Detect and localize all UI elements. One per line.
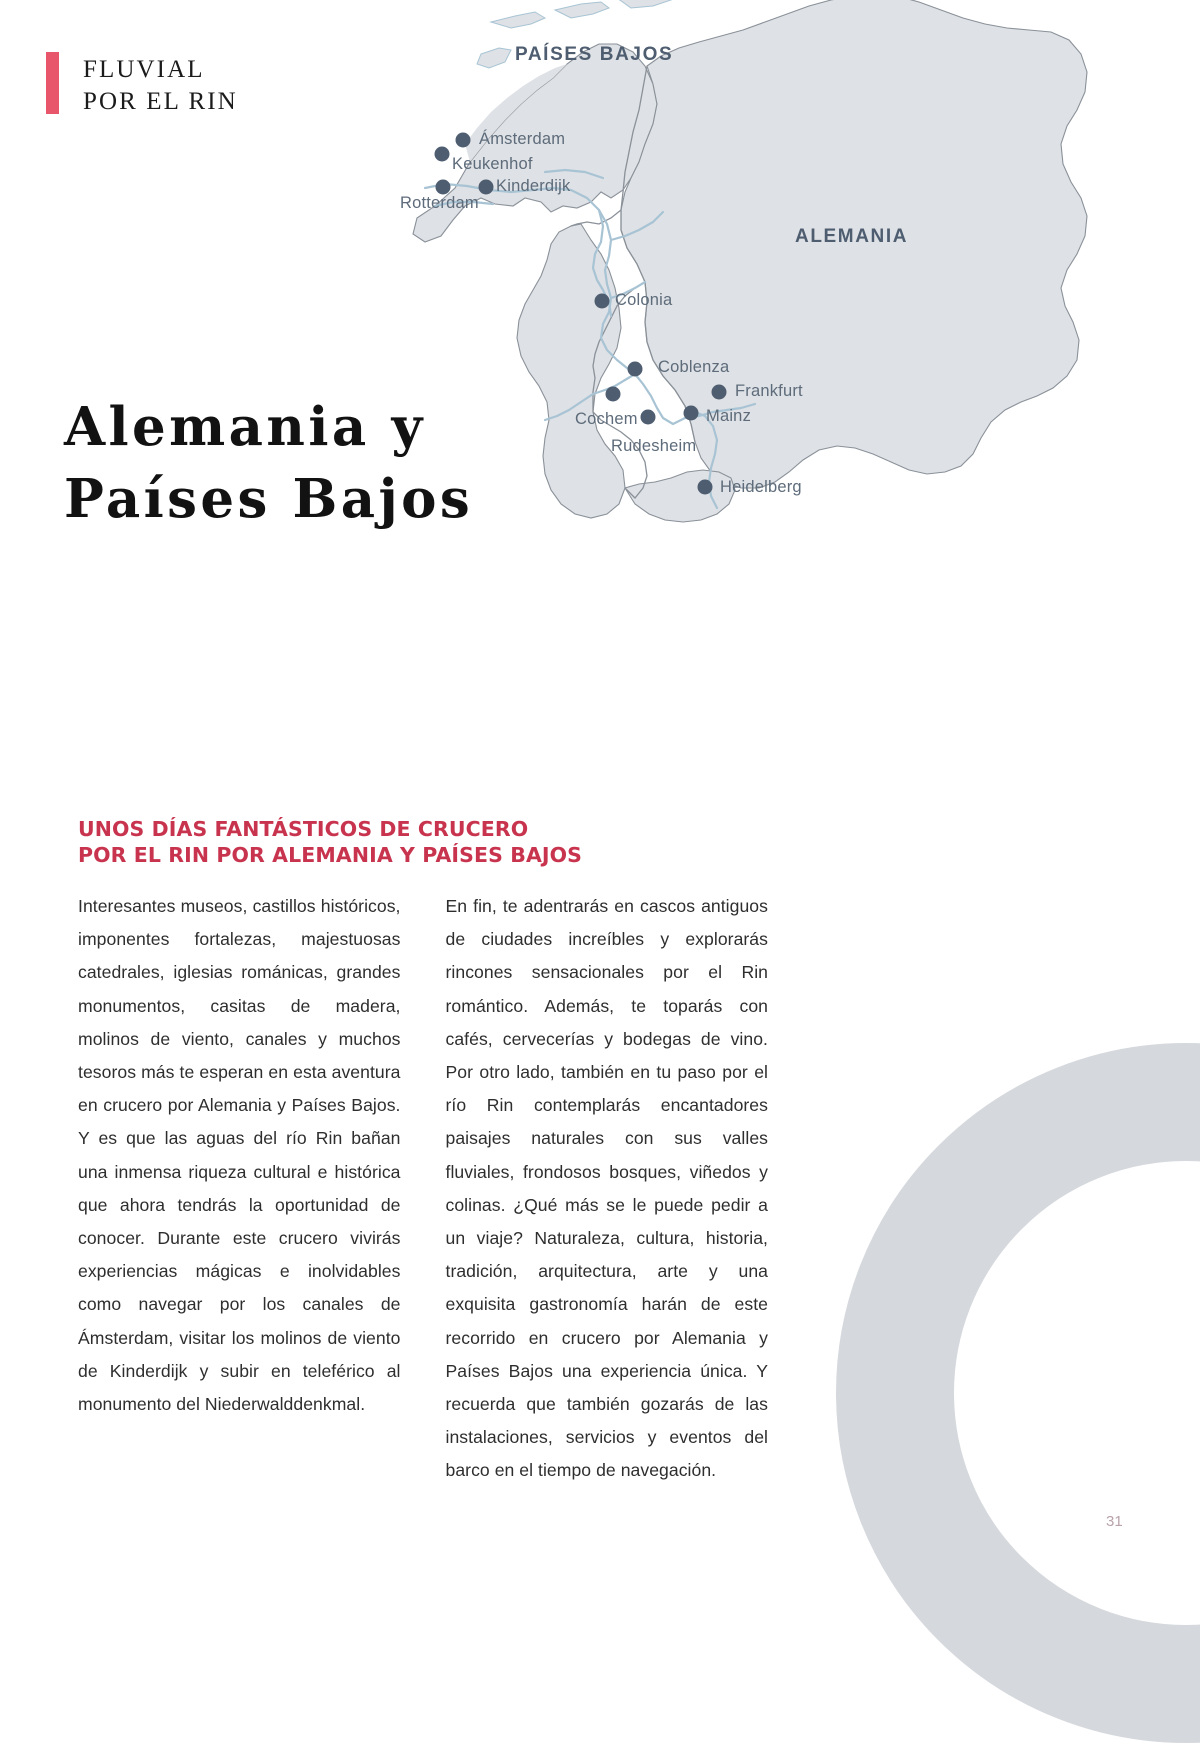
- kicker-line-2: POR EL RIN: [83, 88, 238, 115]
- city-label-rudesheim: Rudesheim: [611, 437, 697, 455]
- page-title-line-1: Alemania y: [64, 395, 426, 458]
- city-label-rotterdam: Rotterdam: [400, 194, 479, 212]
- city-label-keukenhof: Keukenhof: [452, 155, 533, 173]
- section-heading: [78, 816, 768, 868]
- column-right: [446, 890, 769, 1488]
- page-title-line-2: Países Bajos: [64, 467, 474, 530]
- column-left: [78, 890, 401, 1488]
- route-map: [395, 0, 1200, 632]
- city-label-coblenza: Coblenza: [658, 358, 730, 376]
- city-label-colonia: Colonia: [615, 291, 673, 309]
- city-label-frankfurt: Frankfurt: [735, 382, 803, 400]
- country-label-netherlands: PAÍSES BAJOS: [515, 44, 674, 65]
- decorative-ring: [836, 1043, 1200, 1743]
- accent-bar: [46, 52, 59, 114]
- city-label-kinderdijk: Kinderdijk: [496, 177, 571, 195]
- city-label-mainz: Mainz: [706, 407, 752, 425]
- city-label-amsterdam: Ámsterdam: [479, 130, 566, 148]
- map-landmasses: [413, 0, 1087, 522]
- section-heading-line-2: POR EL RIN POR ALEMANIA Y PAÍSES BAJOS: [78, 843, 583, 867]
- text-columns: [78, 890, 768, 1488]
- section-heading-line-1: UNOS DÍAS FANTÁSTICOS DE CRUCERO: [78, 817, 529, 841]
- section-kicker: [46, 52, 238, 118]
- page-title: [64, 391, 473, 535]
- page-number: 31: [1106, 1513, 1123, 1530]
- paragraph-right: En fin, te adentrarás en cascos antiguos de ciudades increíbles y explorarás rincones sensacionales por el Rin romántico. Además, te toparás con cafés, cervecerías y bodegas de vino. Por otro lado, también en tu paso por el río Rin contemplarás encantadores paisajes naturales con sus valles fluviales, frondosos bosques, viñedos y colinas. ¿Qué más se le puede pedir a un viaje? Naturaleza, cultura, historia, tradición, arquitectura, arte y una exquisita gastronomía harán de este recorrido en crucero por Alemania y Países Bajos una experiencia única. Y recuerda que también gozarás de las instalaciones, servicios y eventos del barco en el tiempo de navegación.: [445, 896, 768, 1481]
- city-label-cochem: Cochem: [575, 410, 638, 428]
- city-label-heidelberg: Heidelberg: [720, 478, 802, 496]
- kicker-line-1: FLUVIAL: [83, 56, 205, 83]
- article-body: [78, 816, 768, 1488]
- kicker-text: [83, 52, 238, 118]
- paragraph-left: Interesantes museos, castillos históricos, imponentes fortalezas, majestuosas catedrales, iglesias románicas, grandes monumentos, casitas de madera, molinos de viento, canales y muchos tesoros más te esperan en esta aventura en crucero por Alemania y Países Bajos. Y es que las aguas del río Rin bañan una inmensa riqueza cultural e histórica que ahora tendrás la oportunidad de conocer. Durante este crucero vivirás experiencias mágicas e inolvidables como navegar por los canales de Ámsterdam, visitar los molinos de viento de Kinderdijk y subir en teleférico al monumento del Niederwalddenkmal.: [78, 896, 401, 1415]
- country-label-germany: ALEMANIA: [795, 226, 909, 247]
